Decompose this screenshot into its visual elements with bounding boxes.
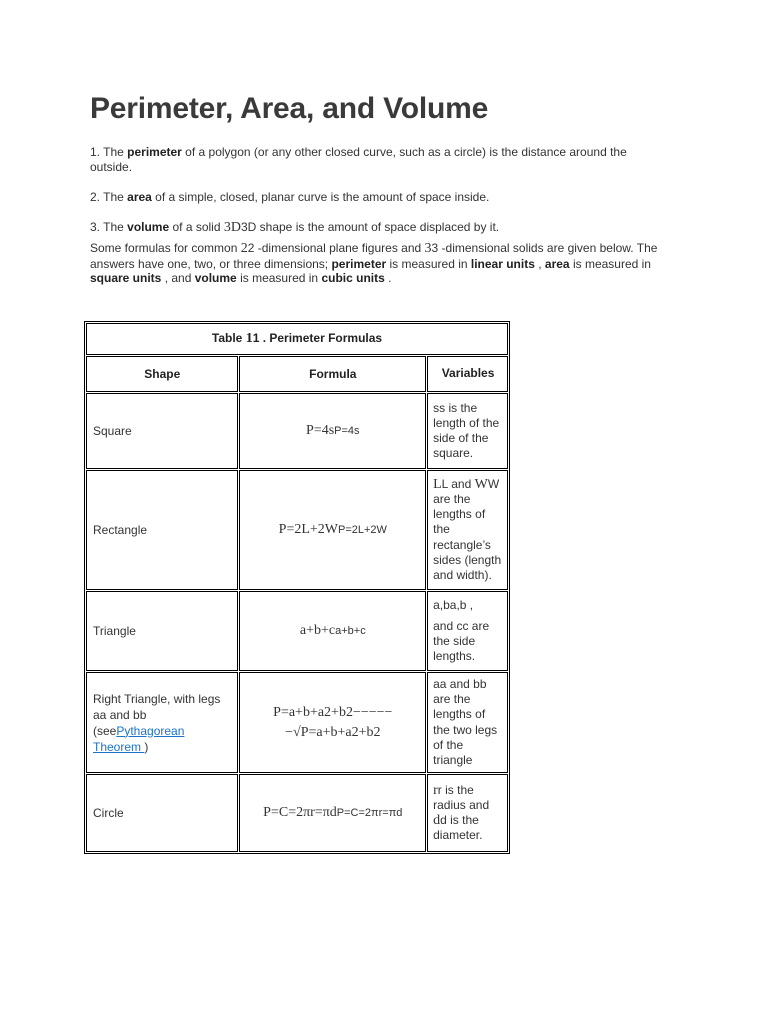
text: of a solid: [169, 220, 224, 234]
paragraph-formulas-intro: Some formulas for common 22 -dimensional plane figures and 33 -dimensional solids are given below. The answers have one, two, or three dimensions; perimeter is measured in linear units , area is measured in square units , and volume is measured in cubic units .: [90, 241, 658, 285]
table-caption: Table 11 . Perimeter Formulas: [86, 323, 508, 355]
math-3d: 3D: [223, 220, 241, 235]
cell-variables: aa and bb are the lengths of the two legs of the triangle: [427, 672, 508, 773]
paragraph-volume: [90, 220, 665, 236]
column-header-variables: Variables: [427, 356, 508, 392]
cell-shape: Rectangle: [86, 470, 238, 590]
text: 1. The: [90, 145, 128, 159]
page-title: Perimeter, Area, and Volume: [90, 92, 489, 125]
text: of a simple, closed, planar curve is the amount of space inside.: [151, 190, 490, 204]
cell-variables: LL and WW are the lengths of the rectangle’s sides (length and width).: [427, 470, 508, 590]
table-row-square: [86, 393, 508, 469]
bold-term: perimeter: [127, 145, 182, 159]
cell-formula: a+b+ca+b+c: [239, 591, 426, 671]
table-header-row: [86, 356, 508, 392]
cell-shape: Right Triangle, with legs aa and bb (seePythagorean Theorem ): [86, 672, 238, 773]
text: 2. The: [90, 190, 128, 204]
bold-term: volume: [127, 220, 170, 234]
cell-variables: a,ba,b , and cc are the side lengths.: [427, 591, 508, 671]
table-row-right-triangle: [86, 672, 508, 773]
perimeter-formulas-table: [84, 321, 510, 854]
column-header-shape: Shape: [86, 356, 238, 392]
cell-variables: rr is the radius and dd is the diameter.: [427, 774, 508, 852]
cell-formula: P=a+b+a2+b2−−−−− −√P=a+b+a2+b2: [239, 672, 426, 773]
cell-variables: ss is the length of the side of the square.: [427, 393, 508, 469]
table-row-rectangle: [86, 470, 508, 590]
paragraph-perimeter: [90, 145, 665, 174]
cell-shape: Circle: [86, 774, 238, 852]
cell-shape: Triangle: [86, 591, 238, 671]
cell-shape: Square: [86, 393, 238, 469]
cell-formula: P=2L+2WP=2L+2W: [239, 470, 426, 590]
cell-formula: P=4sP=4s: [239, 393, 426, 469]
text: of a polygon (or any other closed curve, such as a circle) is the distance around the outside.: [90, 145, 627, 174]
table-row-circle: [86, 774, 508, 852]
cell-formula: P=C=2πr=πdP=C=2πr=πd: [239, 774, 426, 852]
bold-term: area: [127, 190, 152, 204]
column-header-formula: Formula: [239, 356, 426, 392]
text: 3. The: [90, 220, 128, 234]
text: shape is the amount of space displaced by it.: [256, 220, 500, 234]
pythagorean-theorem-link[interactable]: Pythagorean Theorem: [93, 723, 185, 754]
paragraph-area: [90, 190, 665, 205]
math-3d-text: 3D: [240, 220, 257, 234]
table-row-triangle: [86, 591, 508, 671]
